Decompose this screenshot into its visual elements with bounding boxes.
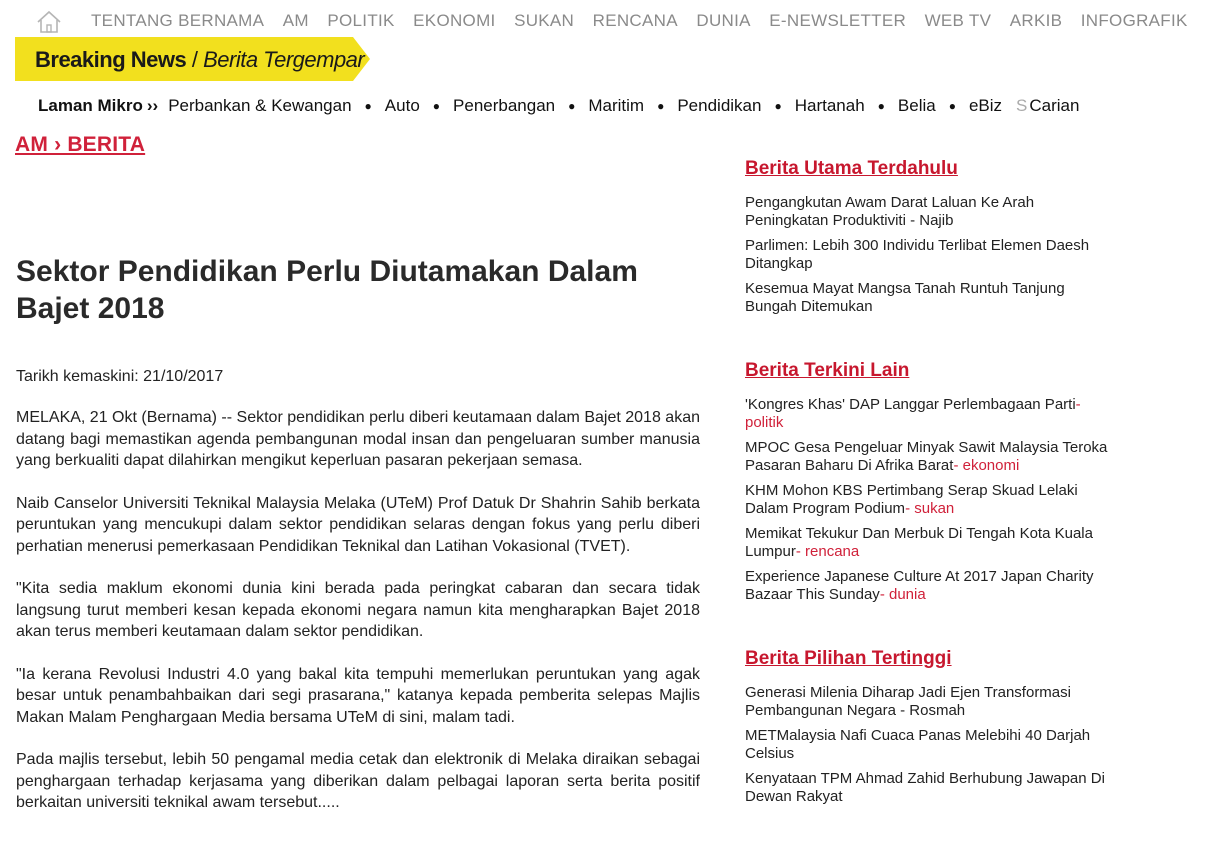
top-navigation [0,0,1232,42]
news-link[interactable]: Generasi Milenia Diharap Jadi Ejen Transformasi Pembangunan Negara - Rosmah [745,684,1071,719]
topnav-arkib[interactable]: ARKIB [1009,11,1063,30]
bullet-separator: ● [774,99,782,113]
sidebar-berita-pilihan [745,648,1115,813]
micro-item-auto[interactable]: Auto [384,96,420,115]
category-label[interactable]: - sukan [905,500,955,517]
news-link[interactable]: Parlimen: Lebih 300 Individu Terlibat Elemen Daesh Ditangkap [745,237,1090,272]
news-link[interactable]: MPOC Gesa Pengeluar Minyak Sawit Malaysia Teroka Pasaran Baharu Di Afrika Barat- ekonomi [745,439,1108,474]
topnav-menu [91,11,1206,31]
bullet-separator: ● [948,99,956,113]
topnav-rencana[interactable]: RENCANA [592,11,678,30]
news-link[interactable]: Kenyataan TPM Ahmad Zahid Berhubung Jawapan Di Dewan Rakyat [745,770,1105,805]
category-label[interactable]: - politik [745,396,1081,431]
micro-item-maritim[interactable]: Maritim [588,96,645,115]
news-link[interactable]: 'Kongres Khas' DAP Langgar Perlembagaan Parti- politik [745,396,1081,431]
breaking-news-banner[interactable] [15,37,370,81]
news-link[interactable]: METMalaysia Nafi Cuaca Panas Melebihi 40 Darjah Celsius [745,727,1091,762]
topnav-infografik[interactable]: INFOGRAFIK [1080,11,1188,30]
article-paragraph: "Kita sedia maklum ekonomi dunia kini berada pada peringkat cabaran dan secara tidak langsung turut memberi kesan kepada ekonomi negara namun kita mengharapkan Bajet 2018 akan terus memberi keutamaan dalam sektor pendidikan. [16,580,700,640]
news-link[interactable]: Kesemua Mayat Mangsa Tanah Runtuh Tanjung Bungah Ditemukan [745,280,1065,315]
bullet-separator: ● [432,99,441,113]
category-label[interactable]: - rencana [795,543,860,560]
bullet-separator: ● [364,99,372,113]
breadcrumb[interactable]: AM › BERITA [15,133,146,156]
news-link[interactable]: Pengangkutan Awam Darat Laluan Ke Arah Peningkatan Produktiviti - Najib [745,194,1035,229]
news-link[interactable]: Experience Japanese Culture At 2017 Japan Charity Bazaar This Sunday- dunia [745,568,1094,603]
sidebar-berita-utama [745,158,1115,323]
search-link[interactable]: Carian [1029,96,1080,115]
micro-item-hartanah[interactable]: Hartanah [794,96,865,115]
bullet-separator: ● [568,99,576,113]
topnav-web-tv[interactable]: WEB TV [924,11,992,30]
section-title-berita-utama[interactable]: Berita Utama Terdahulu [745,158,958,179]
article-paragraph: Pada majlis tersebut, lebih 50 pengamal media cetak dan elektronik di Melaka diraikan sebagai penghargaan terhadap kerjasama yang diberikan dalam pelbagai laporan serta berita positif berkaitan universiti teknikal awam tersebut..... [16,751,700,811]
article-paragraph: "Ia kerana Revolusi Industri 4.0 yang bakal kita tempuhi memerlukan peruntukan yang agak besar untuk penambahbaikan dari segi prasarana," katanya kepada pemberita selepas Majlis Makan Malam Penghargaan Media bersama UTeM di sini, malam tadi. [16,665,700,726]
micro-item-penerbangan[interactable]: Penerbangan [453,96,556,115]
micro-site-bar [38,96,1079,116]
category-label[interactable]: - ekonomi [953,457,1020,474]
sidebar-berita-terkini [745,360,1115,611]
news-link[interactable]: KHM Mohon KBS Pertimbang Serap Skuad Lelaki Dalam Program Podium- sukan [745,482,1078,517]
topnav-sukan[interactable]: SUKAN [514,11,575,30]
section-title-berita-pilihan[interactable]: Berita Pilihan Tertinggi [745,648,952,669]
bullet-separator: ● [657,99,665,113]
news-link[interactable]: Memikat Tekukur Dan Merbuk Di Tengah Kota Kuala Lumpur- rencana [745,525,1093,560]
micro-item-ebiz[interactable]: eBiz [968,96,1003,115]
topnav-tentang-bernama[interactable]: TENTANG BERNAMA [91,11,265,30]
article-updated-date: Tarikh kemaskini: 21/10/2017 [16,368,224,385]
topnav-politik[interactable]: POLITIK [327,11,395,30]
topnav-dunia[interactable]: DUNIA [696,11,751,30]
bullet-separator: ● [877,99,885,113]
topnav-e-newsletter[interactable]: E-NEWSLETTER [769,11,907,30]
article-paragraph: MELAKA, 21 Okt (Bernama) -- Sektor pendidikan perlu diberi keutamaan dalam Bajet 2018 akan datang bagi memastikan agenda pembangunan modal insan dan pengeluaran sumber manusia yang berkualiti dapat dilahirkan mengikut keperluan pasaran pekerjaan semasa. [16,409,700,469]
category-label[interactable]: - dunia [879,586,926,603]
micro-site-arrows: ›› [146,96,159,115]
micro-item-perbankan[interactable]: Perbankan & Kewangan [168,96,352,115]
micro-site-label: Laman Mikro [38,96,143,115]
topnav-am[interactable]: AM [282,11,309,30]
micro-item-belia[interactable]: Belia [897,96,936,115]
search-icon[interactable]: S [1016,96,1028,115]
micro-item-pendidikan[interactable]: Pendidikan [677,96,762,115]
breaking-news-label: Breaking News / Berita Tergempar [35,47,365,72]
home-icon[interactable] [36,10,62,34]
article-title: Sektor Pendidikan Perlu Diutamakan Dalam Bajet 2018 [16,255,638,325]
article-body [16,407,700,835]
section-title-berita-terkini[interactable]: Berita Terkini Lain [745,360,910,381]
article-paragraph: Naib Canselor Universiti Teknikal Malaysia Melaka (UTeM) Prof Datuk Dr Shahrin Sahib berkata peruntukan yang mencukupi dalam sektor pendidikan selaras dengan fokus yang perlu diberi perhatian menerusi pemerkasaan Pendidikan Teknikal dan Latihan Vokasional (TVET). [16,494,700,555]
topnav-ekonomi[interactable]: EKONOMI [413,11,496,30]
